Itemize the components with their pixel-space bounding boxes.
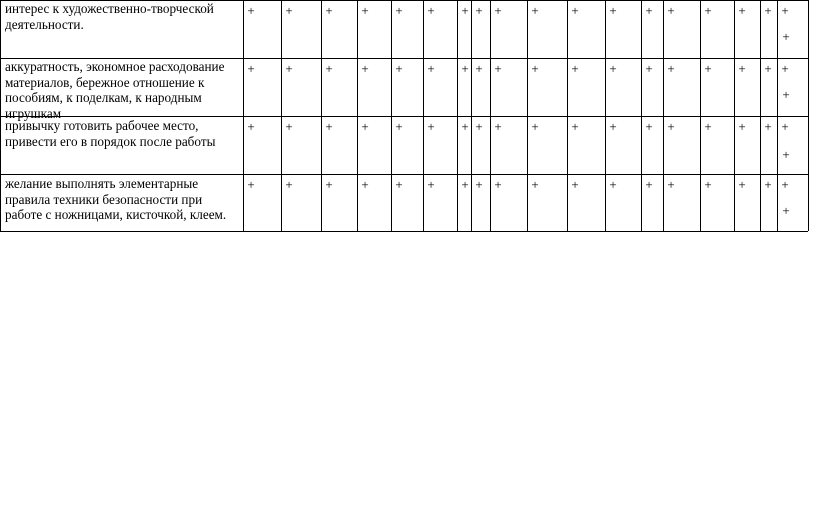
plus-mark: +	[395, 3, 403, 18]
plus-mark: +	[645, 3, 653, 18]
plus-mark: +	[461, 119, 469, 134]
plus-mark: +	[782, 29, 790, 44]
plus-mark: +	[247, 119, 255, 134]
plus-mark: +	[781, 119, 789, 134]
plus-mark: +	[325, 177, 333, 192]
column-divider	[808, 0, 809, 231]
plus-mark: +	[494, 61, 502, 76]
plus-mark: +	[531, 119, 539, 134]
plus-mark: +	[361, 177, 369, 192]
criterion-text: привычку готовить рабочее место, привести его в порядок после работы	[5, 118, 216, 149]
column-divider	[471, 0, 472, 231]
plus-mark: +	[782, 203, 790, 218]
plus-mark: +	[461, 61, 469, 76]
column-divider	[527, 0, 528, 231]
plus-mark: +	[361, 61, 369, 76]
plus-mark: +	[764, 61, 772, 76]
plus-mark: +	[285, 119, 293, 134]
column-divider	[0, 0, 1, 231]
plus-mark: +	[781, 177, 789, 192]
column-divider	[281, 0, 282, 231]
plus-mark: +	[782, 87, 790, 102]
plus-mark: +	[247, 61, 255, 76]
plus-mark: +	[247, 177, 255, 192]
plus-mark: +	[609, 3, 617, 18]
plus-mark: +	[494, 177, 502, 192]
plus-mark: +	[395, 61, 403, 76]
plus-mark: +	[704, 177, 712, 192]
plus-mark: +	[285, 3, 293, 18]
column-divider	[663, 0, 664, 231]
plus-mark: +	[667, 3, 675, 18]
plus-mark: +	[738, 61, 746, 76]
column-divider	[641, 0, 642, 231]
column-divider	[243, 0, 244, 231]
plus-mark: +	[704, 3, 712, 18]
plus-mark: +	[609, 119, 617, 134]
column-divider	[321, 0, 322, 231]
column-divider	[605, 0, 606, 231]
plus-mark: +	[571, 119, 579, 134]
plus-mark: +	[764, 177, 772, 192]
criterion-text: интерес к художественно-творческой деятельности.	[5, 1, 214, 32]
row-divider	[0, 231, 808, 232]
plus-mark: +	[704, 61, 712, 76]
column-divider	[734, 0, 735, 231]
plus-mark: +	[285, 61, 293, 76]
column-divider	[391, 0, 392, 231]
plus-mark: +	[738, 177, 746, 192]
column-divider	[760, 0, 761, 231]
plus-mark: +	[609, 61, 617, 76]
plus-mark: +	[475, 119, 483, 134]
plus-mark: +	[609, 177, 617, 192]
plus-mark: +	[571, 3, 579, 18]
column-divider	[777, 0, 778, 231]
criterion-text: желание выполнять элементарные правила техники безопасности при работе с ножницами, кисточкой, клеем.	[5, 176, 227, 222]
column-divider	[490, 0, 491, 231]
plus-mark: +	[475, 61, 483, 76]
row-divider	[0, 174, 808, 175]
criteria-table	[0, 0, 808, 231]
plus-mark: +	[531, 61, 539, 76]
plus-mark: +	[667, 177, 675, 192]
plus-mark: +	[531, 3, 539, 18]
plus-mark: +	[781, 3, 789, 18]
plus-mark: +	[738, 119, 746, 134]
plus-mark: +	[475, 3, 483, 18]
plus-mark: +	[667, 119, 675, 134]
criterion-text: аккуратность, экономное расходование материалов, бережное отношение к пособиям, к поделкам, к народным игрушкам	[5, 59, 225, 121]
column-divider	[457, 0, 458, 231]
plus-mark: +	[645, 119, 653, 134]
plus-mark: +	[667, 61, 675, 76]
plus-mark: +	[285, 177, 293, 192]
plus-mark: +	[781, 61, 789, 76]
plus-mark: +	[494, 119, 502, 134]
plus-mark: +	[571, 61, 579, 76]
plus-mark: +	[361, 119, 369, 134]
plus-mark: +	[475, 177, 483, 192]
plus-mark: +	[427, 61, 435, 76]
plus-mark: +	[738, 3, 746, 18]
plus-mark: +	[494, 3, 502, 18]
plus-mark: +	[704, 119, 712, 134]
plus-mark: +	[764, 3, 772, 18]
plus-mark: +	[427, 3, 435, 18]
plus-mark: +	[325, 119, 333, 134]
column-divider	[423, 0, 424, 231]
column-divider	[357, 0, 358, 231]
plus-mark: +	[427, 177, 435, 192]
plus-mark: +	[247, 3, 255, 18]
plus-mark: +	[427, 119, 435, 134]
plus-mark: +	[395, 177, 403, 192]
plus-mark: +	[461, 177, 469, 192]
column-divider	[700, 0, 701, 231]
plus-mark: +	[782, 147, 790, 162]
plus-mark: +	[764, 119, 772, 134]
plus-mark: +	[461, 3, 469, 18]
plus-mark: +	[361, 3, 369, 18]
plus-mark: +	[325, 61, 333, 76]
column-divider	[567, 0, 568, 231]
plus-mark: +	[645, 177, 653, 192]
plus-mark: +	[395, 119, 403, 134]
plus-mark: +	[325, 3, 333, 18]
plus-mark: +	[571, 177, 579, 192]
plus-mark: +	[645, 61, 653, 76]
plus-mark: +	[531, 177, 539, 192]
